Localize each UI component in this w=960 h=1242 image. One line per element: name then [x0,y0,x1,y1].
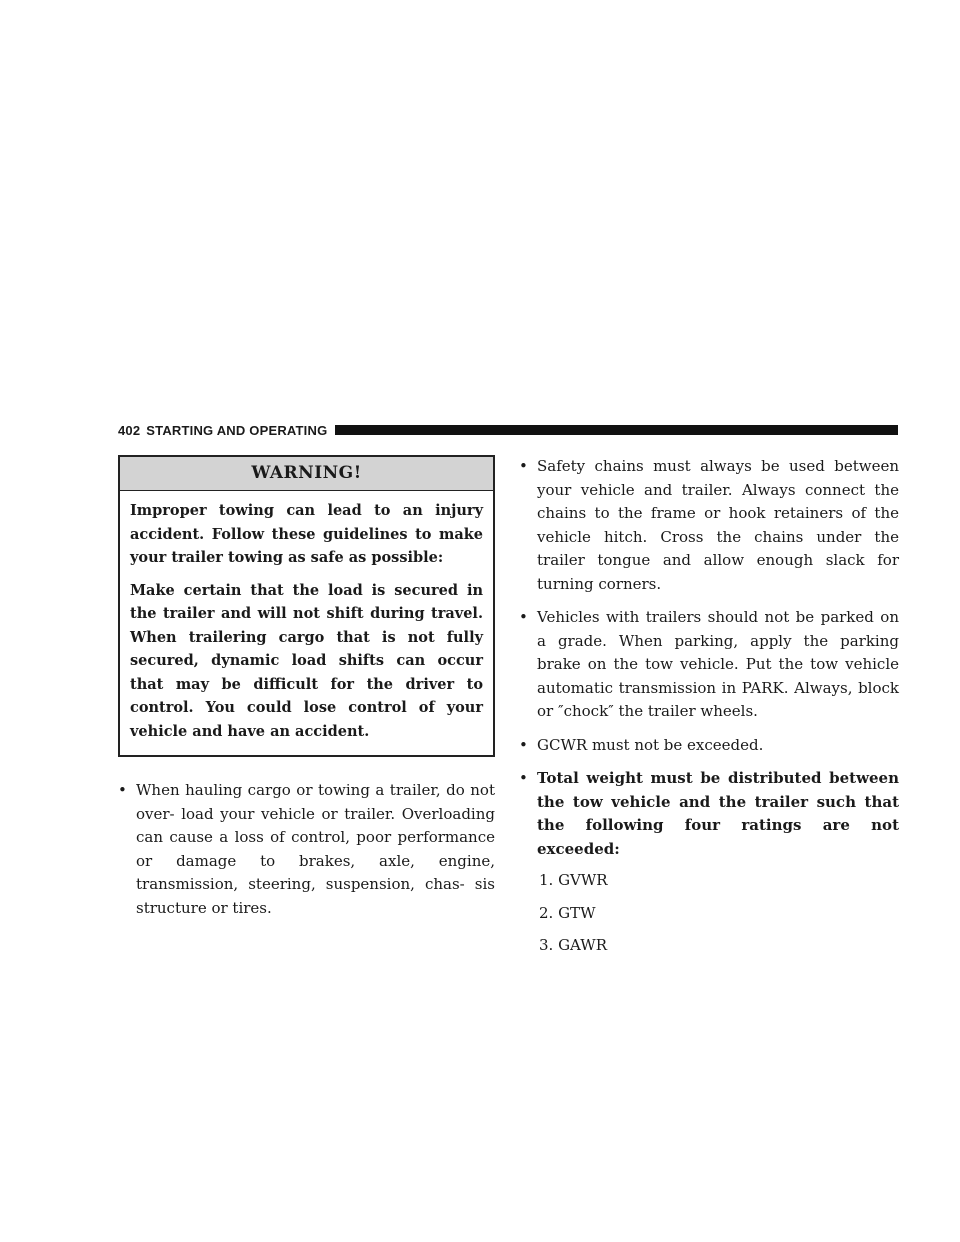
rating-item: 3. GAWR [539,936,607,954]
page-number: 402 [118,422,141,438]
warning-box [118,455,495,757]
bullet-icon: • [519,457,528,475]
warning-paragraph: Improper towing can lead to an injury accident. Follow these guidelines to make your trailer towing as safe as possible: [130,502,483,566]
left-column [118,455,495,920]
warning-body [120,491,493,755]
list-item-text: GCWR must not be exceeded. [537,735,764,754]
list-item-text: Vehicles with trailers should not be parked on a grade. When parking, apply the parking brake on the tow vehicle. Put the tow vehicle automatic transmission in PARK. Always, block or ″chock″ the trailer wheels. [537,608,899,720]
ratings-list [519,869,899,958]
rating-item: 2. GTW [539,903,596,922]
warning-title: WARNING! [120,457,493,491]
list-item [519,455,899,596]
bullet-icon: • [519,608,528,626]
warning-paragraph: Make certain that the load is secured in the trailer and will not shift during travel. When trailering cargo that is not fully secured, dynamic load shifts can occur that may be difficult for the driver to control. You could lose control of your vehicle and have an accident. [130,581,483,740]
rating-item: 1. GVWR [539,871,608,889]
list-item-text: When hauling cargo or towing a trailer, do not over- load your vehicle or trailer. Overloading can cause a loss of control, poor performance or damage to brakes, axle, engine, transmission, steering, suspension, chas- sis structure or tires. [136,781,495,917]
list-item-text: Safety chains must always be used between your vehicle and trailer. Always connect the chains to the frame or hook retainers of the vehicle hitch. Cross the chains under the trailer tongue and allow enough slack for turning corners. [537,457,899,593]
list-item-text: Total weight must be distributed between the tow vehicle and the trailer such that the following four ratings are not exceeded: [537,769,899,858]
list-item [118,779,495,920]
header-rule [335,425,898,435]
bullet-icon: • [519,735,528,754]
list-item [519,767,899,861]
right-column [519,455,899,967]
section-title: STARTING AND OPERATING [146,422,328,438]
list-item [519,606,899,724]
page-header [118,421,898,439]
bullet-icon: • [519,769,528,787]
list-item [519,734,899,758]
left-bullet-list [118,779,495,920]
bullet-icon: • [118,781,127,799]
